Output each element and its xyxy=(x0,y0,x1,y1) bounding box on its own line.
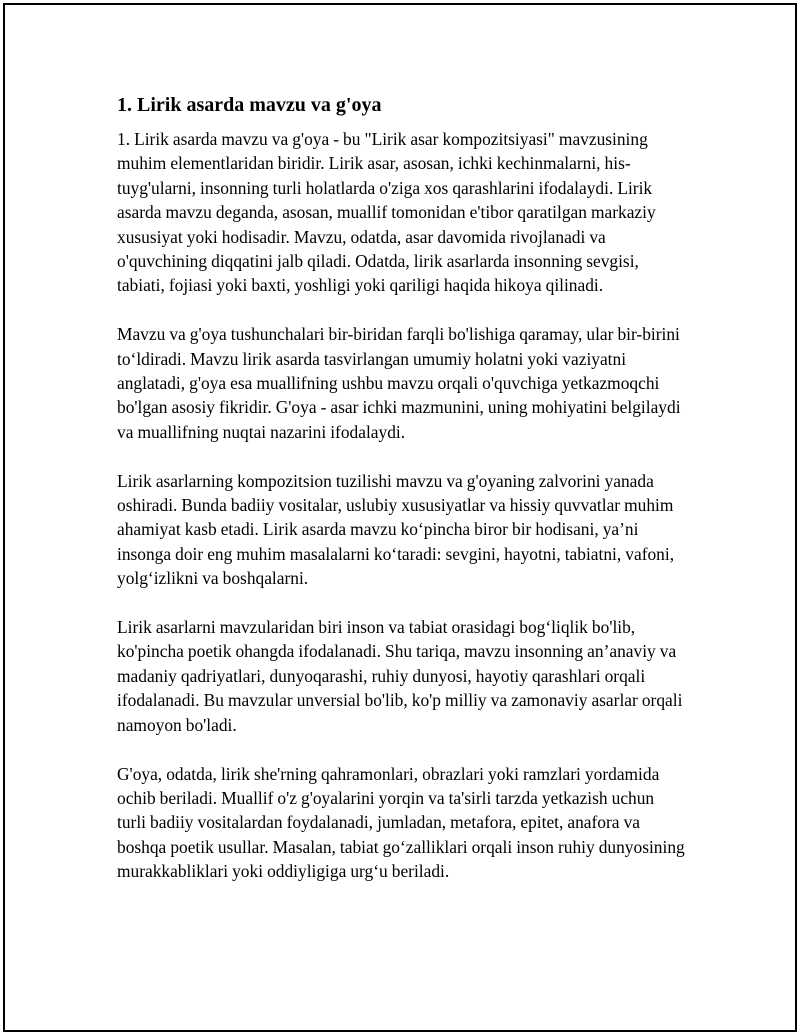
paragraph-3: Lirik asarlarning kompozitsion tuzilishi mavzu va g'oyaning zalvorini yanada oshiradi. Bunda badiiy vositalar, uslubiy xususiyatlar va hissiy quvvatlar muhim ahamiyat kasb etadi. Lirik asarda mavzu ko‘pincha biror bir hodisani, ya’ni insonga doir eng muhim masalalarni ko‘taradi: sevgini, hayotni, tabiatni, vafoni, yolg‘izlikni va boshqalarni. xyxy=(117,470,675,589)
document-body xyxy=(117,92,687,884)
document-title: 1. Lirik asarda mavzu va g'oya xyxy=(117,94,382,116)
paragraph-2: Mavzu va g'oya tushunchalari bir-biridan farqli bo'lishiga qaramay, ular bir-birini to‘ldiradi. Mavzu lirik asarda tasvirlangan umumiy holatni yoki vaziyatni anglatadi, g'oya esa muallifning ushbu mavzu orqali o'quvchiga yetkazmoqchi bo'lgan asosiy fikridir. G'oya - asar ichki mazmunini, uning mohiyatini belgilaydi va muallifning nuqtai nazarini ifodalaydi. xyxy=(117,324,681,442)
paragraph-1: 1. Lirik asarda mavzu va g'oya - bu "Lirik asar kompozitsiyasi" mavzusining muhim elementlaridan biridir. Lirik asar, asosan, ichki kechinmalarni, his-tuyg'ularni, insonning turli holatlarda o'ziga xos qarashlarini ifodalaydi. Lirik asarda mavzu deganda, asosan, muallif tomonidan e'tibor qaratilgan markaziy xususiyat yoki hodisadir. Mavzu, odatda, asar davomida rivojlanadi va o'quvchining diqqatini jalb qiladi. Odatda, lirik asarlarda insonning sevgisi, tabiati, fojiasi yoki baxti, yoshligi yoki qariligi haqida hikoya qilinadi. xyxy=(117,129,656,296)
paragraph-5: G'oya, odatda, lirik she'rning qahramonlari, obrazlari yoki ramzlari yordamida ochib beriladi. Muallif o'z g'oyalarini yorqin va ta'sirli tarzda yetkazish uchun turli badiiy vositalardan foydalanadi, jumladan, metafora, epitet, anafora va boshqa poetik usullar. Masalan, tabiat go‘zalliklari orqali inson ruhiy dunyosining murakkabliklari yoki oddiyligiga urg‘u beriladi. xyxy=(117,763,685,882)
paragraph-4: Lirik asarlarni mavzularidan biri inson va tabiat orasidagi bog‘liqlik bo'lib, ko'pincha poetik ohangda ifodalanadi. Shu tariqa, mavzu insonning an’anaviy va madaniy qadriyatlari, dunyoqarashi, ruhiy dunyosi, hayotiy qarashlari orqali ifodalanadi. Bu mavzular unversial bo'lib, ko'p milliy va zamonaviy asarlar orqali namoyon bo'ladi. xyxy=(117,617,683,735)
